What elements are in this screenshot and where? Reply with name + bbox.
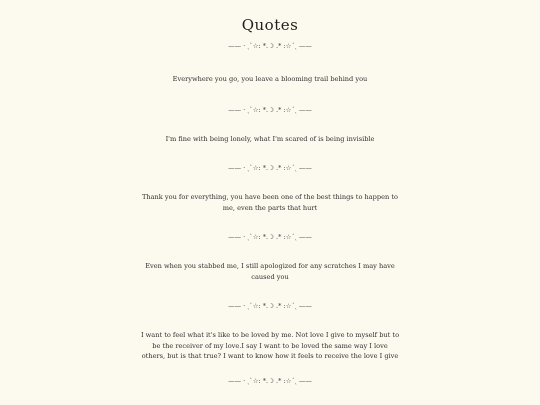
quote-item: Everywhere you go, you leave a blooming trail behind you [172, 75, 368, 83]
divider: —— · ˏˋ☆: *.☽ .* :☆ˊˎ —— [228, 105, 312, 114]
quote-item: Even when you stabbed me, I still apologized for any scratches I may have caused you [145, 262, 395, 281]
divider: —— · ˏˋ☆: *.☽ .* :☆ˊˎ —— [228, 164, 312, 172]
quote-item: Thank you for everything, you have been one of the best things to happen to me, even the parts that hurt [141, 193, 398, 212]
page-title: Quotes [241, 16, 299, 34]
divider: —— · ˏˋ☆: *.☽ .* :☆ˊˎ —— [228, 302, 312, 310]
divider: —— · ˏˋ☆: *.☽ .* :☆ˊˎ —— [228, 233, 312, 241]
divider: —— · ˏˋ☆: *.☽ .* :☆ˊˎ —— [228, 42, 312, 50]
quote-item: I'm fine with being lonely, what I'm scared of is being invisible [165, 134, 375, 143]
quote-item: I want to feel what it's like to be loved by me. Not love I give to myself but to be the receiver of my love.I say I want to be loved the same way I love others, but is that true? I want to know how it feels to receive the love I give [140, 331, 400, 360]
divider: —— · ˏˋ☆: *.☽ .* :☆ˊˎ —— [228, 376, 312, 385]
